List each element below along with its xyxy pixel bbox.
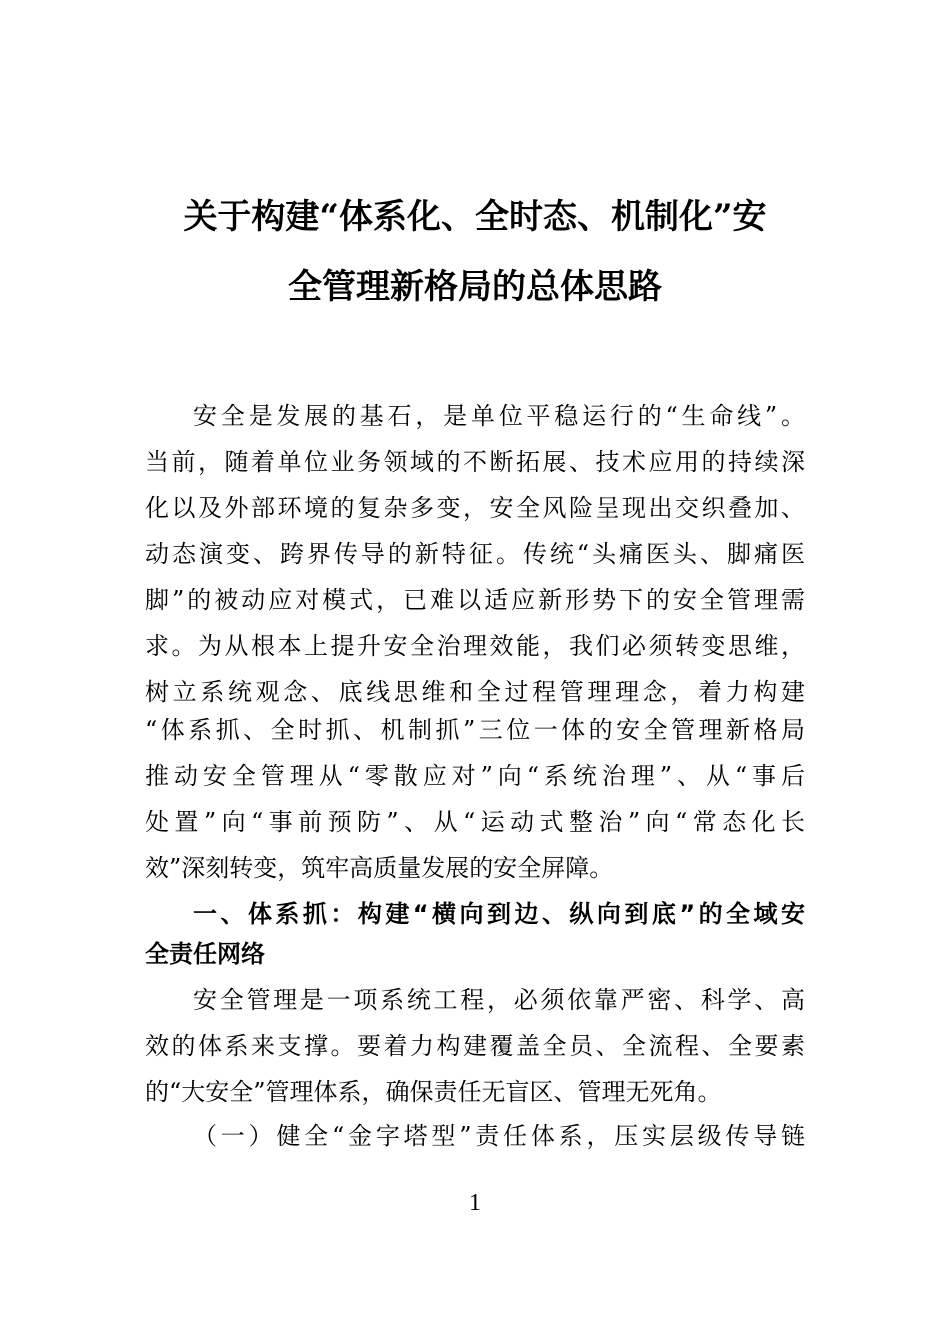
section-1-heading-line-1: 一、体系抓：构建“横向到边、纵向到底”的全域安 <box>193 900 805 928</box>
intro-line-11: 效”深刻转变，筑牢高质量发展的安全屏障。 <box>145 854 614 882</box>
document-title-line-1: 关于构建“体系化、全时态、机制化”安 <box>183 197 767 237</box>
intro-line-5: 脚”的被动应对模式，已难以适应新形势下的安全管理需 <box>145 586 805 614</box>
page-number: 1 <box>469 1190 481 1216</box>
subsection-1-heading: （一）健全“金字塔型”责任体系，压实层级传导链 <box>193 1122 805 1150</box>
intro-line-10: 处置”向“事前预防”、从“运动式整治”向“常态化长 <box>145 808 805 836</box>
intro-line-3: 化以及外部环境的复杂多变，安全风险呈现出交织叠加、 <box>145 494 805 522</box>
document-title-line-2: 全管理新格局的总体思路 <box>288 267 662 307</box>
section-1-heading-line-2: 全责任网络 <box>145 940 265 968</box>
intro-line-6: 求。为从根本上提升安全治理效能，我们必须转变思维， <box>145 632 805 660</box>
section-1-line-1: 安全管理是一项系统工程，必须依靠严密、科学、高 <box>193 986 805 1014</box>
section-1-line-2: 效的体系来支撑。要着力构建覆盖全员、全流程、全要素 <box>145 1032 805 1060</box>
intro-line-9: 推动安全管理从“零散应对”向“系统治理”、从“事后 <box>145 762 805 790</box>
intro-line-1: 安全是发展的基石，是单位平稳运行的“生命线”。 <box>193 402 805 430</box>
intro-line-8: “体系抓、全时抓、机制抓”三位一体的安全管理新格局 <box>145 716 805 744</box>
intro-line-2: 当前，随着单位业务领域的不断拓展、技术应用的持续深 <box>145 448 805 476</box>
section-1-line-3: 的“大安全”管理体系，确保责任无盲区、管理无死角。 <box>145 1078 722 1106</box>
intro-line-7: 树立系统观念、底线思维和全过程管理理念，着力构建 <box>145 678 805 706</box>
intro-line-4: 动态演变、跨界传导的新特征。传统“头痛医头、脚痛医 <box>145 540 805 568</box>
